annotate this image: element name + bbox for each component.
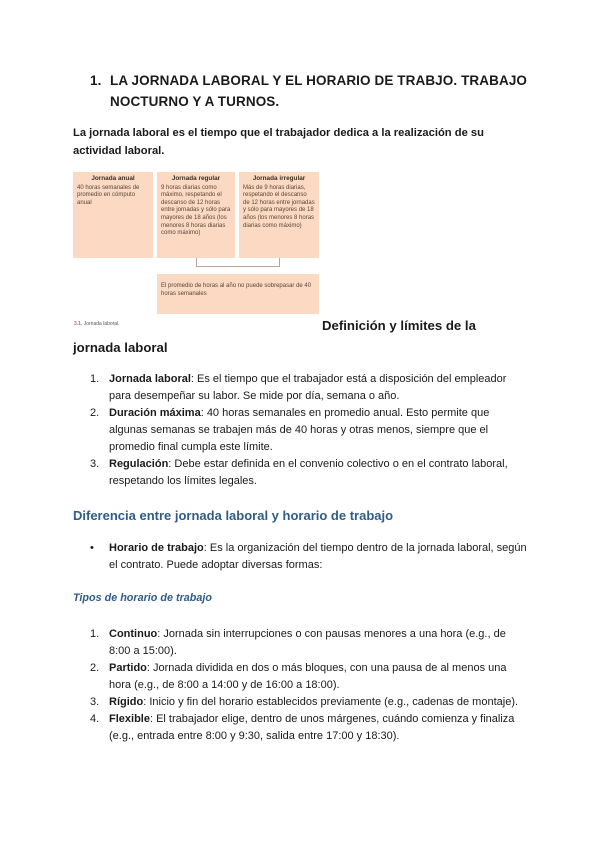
figure-box-text: El promedio de horas al año no puede sobrepasar de 40 horas semanales — [161, 283, 312, 297]
list-item — [90, 626, 530, 660]
list-term: Partido — [109, 662, 147, 674]
schedule-types-list — [90, 626, 530, 745]
list-number: 2. — [90, 662, 100, 674]
heading-text: LA JORNADA LABORAL Y EL HORARIO DE TRABJO. TRABAJO NOCTURNO Y A TURNOS. — [110, 73, 528, 109]
list-number: 4. — [90, 713, 100, 725]
bullet-text: : Es la organización del tiempo dentro de la jornada laboral, según el contrato. Puede adoptar diversas formas: — [109, 542, 527, 571]
jornada-figure — [73, 172, 319, 332]
list-number: 1. — [90, 373, 100, 385]
list-item — [90, 694, 530, 711]
list-number: 2. — [90, 407, 100, 419]
list-term: Continuo — [109, 628, 158, 640]
figure-box-text: Más de 9 horas diarias, respetando el descanso de 12 horas entre jornadas y sólo para mayores de 18 años (los menores 8 horas diarias como máximo) — [243, 184, 315, 229]
figure-box-average — [157, 274, 319, 314]
list-item — [90, 371, 530, 405]
section1-title-part1: Definición y límites de la — [322, 318, 476, 333]
list-number: 3. — [90, 696, 100, 708]
connector-line — [279, 258, 280, 266]
bullet-term: Horario de trabajo — [109, 542, 204, 554]
figure-box-annual — [73, 172, 153, 258]
list-term: Jornada laboral — [109, 373, 191, 385]
figure-box-regular — [157, 172, 235, 258]
list-term: Flexible — [109, 713, 150, 725]
figure-caption — [74, 321, 120, 327]
figure-box-text: 9 horas diarias como máximo, respetando el descanso de 12 horas entre jornadas y sólo para mayores de 18 años (los menores 8 horas diarias como máximo) — [161, 184, 231, 237]
figure-box-title: Jornada regular — [171, 175, 221, 182]
list-term: Rígido — [109, 696, 144, 708]
section2-subtitle: Tipos de horario de trabajo — [73, 592, 212, 604]
figure-caption-number: 3.1. — [74, 321, 83, 327]
bullet-item — [90, 540, 530, 574]
list-term: Regulación — [109, 458, 169, 470]
list-item — [90, 660, 530, 694]
intro-paragraph: La jornada laboral es el tiempo que el trabajador dedica a la realización de su actividad laboral. — [73, 127, 484, 157]
list-item — [90, 711, 530, 745]
list-term: Duración máxima — [109, 407, 201, 419]
connector-line — [196, 258, 197, 266]
bullet-symbol: • — [90, 542, 94, 554]
heading-number: 1. — [90, 73, 102, 88]
figure-box-irregular — [239, 172, 319, 258]
list-text: : Es el tiempo que el trabajador está a disposición del empleador para desempeñar su labor. Se mide por día, semana o año. — [109, 373, 507, 402]
figure-box-title: Jornada irregular — [252, 175, 306, 182]
list-number: 3. — [90, 458, 100, 470]
section2-title: Diferencia entre jornada laboral y horario de trabajo — [73, 508, 394, 523]
list-item — [90, 456, 530, 490]
figure-box-title: Jornada anual — [91, 175, 135, 182]
list-text: : Jornada dividida en dos o más bloques, con una pausa de al menos una hora (e.g., de 8:00 a 14:00 y de 16:00 a 18:00). — [109, 662, 507, 691]
list-number: 1. — [90, 628, 100, 640]
section1-title-part2: jornada laboral — [73, 340, 168, 355]
figure-caption-text: Jornada laboral. — [83, 321, 120, 327]
connector-line — [196, 266, 280, 267]
figure-box-text: 40 horas semanales de promedio en cómputo anual — [77, 184, 140, 206]
list-text: : Inicio y fin del horario establecidos previamente (e.g., cadenas de montaje). — [143, 696, 519, 708]
list-text: : Debe estar definida en el convenio colectivo o en el contrato laboral, respetando los límites legales. — [109, 458, 508, 487]
list-item — [90, 405, 530, 456]
definition-list — [90, 371, 530, 490]
list-text: : 40 horas semanales en promedio anual. Esto permite que algunas semanas se trabajen más de 40 horas y otras menos, siempre que el promedio final cumpla este límite. — [109, 407, 490, 453]
list-text: : El trabajador elige, dentro de unos márgenes, cuándo comienza y finaliza (e.g., entrada entre 8:00 y 9:30, salida entre 17:00 y 18:30). — [109, 713, 515, 742]
list-text: : Jornada sin interrupciones o con pausas menores a una hora (e.g., de 8:00 a 15:00). — [109, 628, 506, 657]
